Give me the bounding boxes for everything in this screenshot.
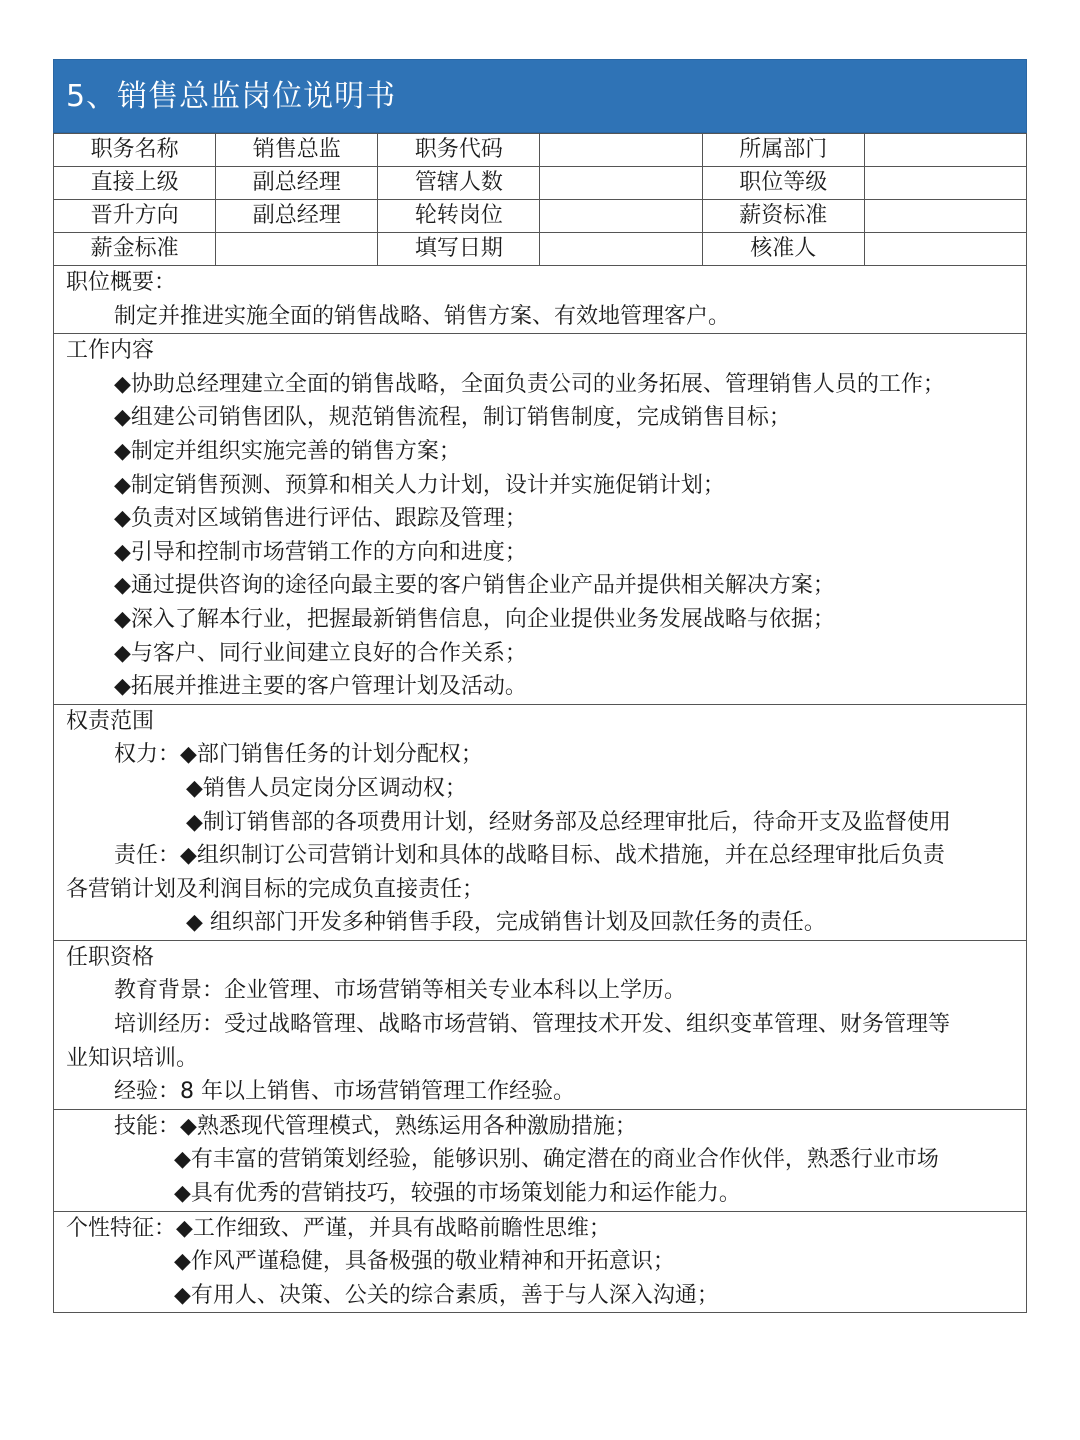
section-heading: 工作内容	[66, 338, 155, 364]
section-heading: 权责范围	[66, 708, 155, 734]
list-item: ◆有用人、决策、公关的综合素质，善于与人深入沟通；	[174, 1282, 719, 1308]
table-cell	[864, 167, 1026, 200]
duties-section	[53, 334, 1027, 705]
skills-line	[66, 1110, 1016, 1144]
table-cell	[540, 167, 702, 200]
table-row	[54, 167, 1027, 200]
table-cell	[864, 233, 1026, 266]
document-title: 5、销售总监岗位说明书	[53, 59, 1027, 133]
table-cell: 轮转岗位	[378, 200, 540, 233]
list-item: ◆拓展并推进主要的客户管理计划及活动。	[114, 674, 527, 700]
table-cell	[540, 200, 702, 233]
table-cell	[864, 200, 1026, 233]
responsibility-line	[66, 839, 1016, 873]
list-item: ◆熟悉现代管理模式，熟练运用各种激励措施；	[180, 1113, 637, 1139]
table-row	[54, 134, 1027, 167]
table-cell: 薪资标准	[702, 200, 864, 233]
table-cell: 管辖人数	[378, 167, 540, 200]
skills-section	[53, 1110, 1027, 1212]
list-item: ◆与客户、同行业间建立良好的合作关系；	[114, 640, 527, 666]
list-item: ◆制定销售预测、预算和相关人力计划，设计并实施促销计划；	[114, 472, 725, 498]
skills-label: 技能：	[114, 1113, 181, 1139]
list-item: ◆制订销售部的各项费用计划，经财务部及总经理审批后，待命开支及监督使用	[186, 809, 951, 835]
table-cell: 职务代码	[378, 134, 540, 167]
personality-section	[53, 1212, 1027, 1314]
table-cell	[540, 233, 702, 266]
responsibility-label: 责任：	[114, 843, 181, 869]
table-cell: 核准人	[702, 233, 864, 266]
section-heading: 任职资格	[66, 944, 155, 970]
table-cell: 职位等级	[702, 167, 864, 200]
job-description-document	[53, 59, 1027, 1313]
list-item: ◆引导和控制市场营销工作的方向和进度；	[114, 539, 527, 565]
personality-label: 个性特征：	[66, 1215, 177, 1241]
table-row	[54, 233, 1027, 266]
list-item: ◆部门销售任务的计划分配权；	[180, 742, 483, 768]
table-cell: 薪金标准	[54, 233, 216, 266]
list-item-continuation: 各营销计划及利润目标的完成负直接责任；	[66, 876, 485, 902]
table-cell: 副总经理	[216, 167, 378, 200]
experience-text: 经验：8 年以上销售、市场营销管理工作经验。	[114, 1079, 575, 1105]
personality-line	[66, 1212, 1016, 1246]
power-line	[66, 738, 1016, 772]
table-cell	[864, 134, 1026, 167]
table-cell: 副总经理	[216, 200, 378, 233]
basic-info-table	[53, 133, 1027, 266]
table-cell: 晋升方向	[54, 200, 216, 233]
section-heading: 职位概要：	[66, 270, 177, 295]
list-item: ◆负责对区域销售进行评估、跟踪及管理；	[114, 506, 527, 532]
list-item: ◆工作细致、严谨，并具有战略前瞻性思维；	[176, 1215, 611, 1241]
table-cell: 职务名称	[54, 134, 216, 167]
training-text-continuation: 业知识培训。	[66, 1045, 199, 1071]
list-item: ◆作风严谨稳健，具备极强的敬业精神和开拓意识；	[174, 1249, 675, 1275]
power-label: 权力：	[114, 742, 181, 768]
list-item: ◆ 组织部门开发多种销售手段，完成销售计划及回款任务的责任。	[186, 910, 826, 936]
education-text: 教育背景：企业管理、市场营销等相关专业本科以上学历。	[114, 978, 687, 1004]
authority-section	[53, 705, 1027, 941]
table-cell: 直接上级	[54, 167, 216, 200]
list-item: ◆深入了解本行业，把握最新销售信息，向企业提供业务发展战略与依据；	[114, 606, 835, 632]
list-item: ◆组建公司销售团队，规范销售流程，制订销售制度，完成销售目标；	[114, 405, 791, 431]
list-item: ◆组织制订公司营销计划和具体的战略目标、战术措施，并在总经理审批后负责	[180, 843, 945, 869]
table-cell	[216, 233, 378, 266]
list-item: ◆制定并组织实施完善的销售方案；	[114, 438, 461, 464]
overview-section	[53, 266, 1027, 334]
table-cell: 销售总监	[216, 134, 378, 167]
list-item: ◆具有优秀的营销技巧，较强的市场策划能力和运作能力。	[174, 1181, 741, 1207]
overview-text: 制定并推进实施全面的销售战略、销售方案、有效地管理客户。	[114, 303, 731, 329]
list-item: ◆通过提供咨询的途径向最主要的客户销售企业产品并提供相关解决方案；	[114, 573, 835, 599]
list-item: ◆有丰富的营销策划经验，能够识别、确定潜在的商业合作伙伴，熟悉行业市场	[174, 1147, 939, 1173]
list-item: ◆协助总经理建立全面的销售战略，全面负责公司的业务拓展、管理销售人员的工作；	[114, 371, 945, 397]
qualification-section	[53, 941, 1027, 1110]
training-text: 培训经历：受过战略管理、战略市场营销、管理技术开发、组织变革管理、财务管理等	[114, 1012, 951, 1038]
table-cell	[540, 134, 702, 167]
table-cell: 所属部门	[702, 134, 864, 167]
list-item: ◆销售人员定岗分区调动权；	[186, 775, 467, 801]
table-row	[54, 200, 1027, 233]
table-cell: 填写日期	[378, 233, 540, 266]
